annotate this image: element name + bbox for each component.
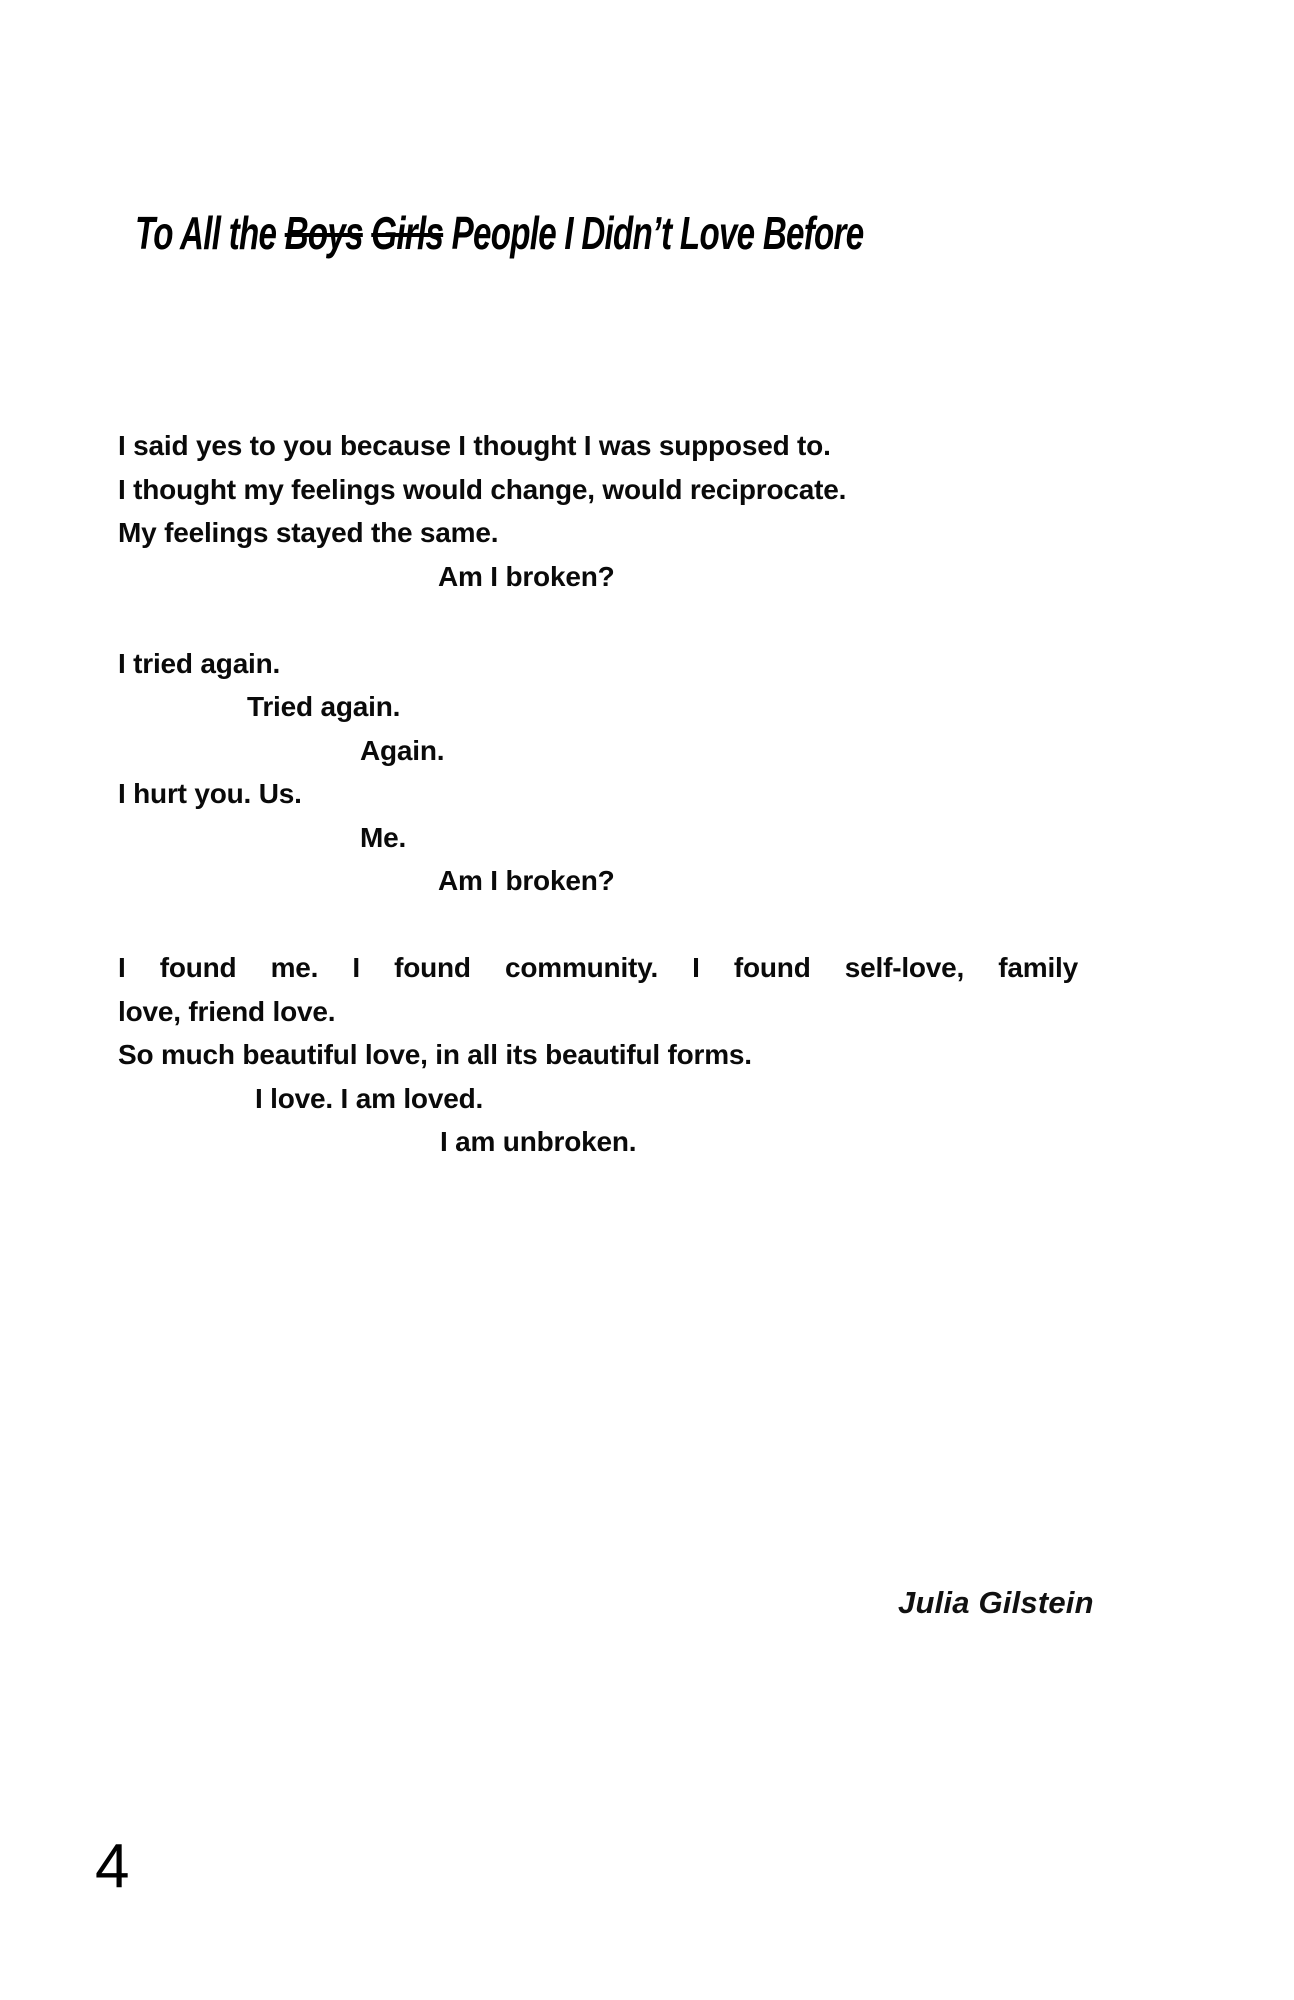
author-name: Julia Gilstein [898,1585,1094,1620]
poem-line: Again. [360,734,445,766]
poem-line: Am I broken? [438,560,615,592]
title-struck-word-girls: Girls [371,207,444,259]
poem [118,424,1078,1164]
title-text-end: People I Didn’t Love Before [443,207,864,259]
poem-line: I thought my feelings would change, would reciprocate. [118,473,847,505]
poem-blank-line [118,903,1078,947]
poem-line: love, friend love. [118,995,336,1027]
poem-line: So much beautiful love, in all its beautiful forms. [118,1039,752,1070]
poem-line: I am unbroken. [440,1126,637,1157]
poem-line: Am I broken? [438,865,615,896]
poem-line: I tried again. [118,647,281,679]
poem-line-justified: I found me. I found community. I found self-love, family [118,952,1078,983]
poem-line: I love. I am loved. [255,1082,484,1114]
poem-line: I hurt you. Us. [118,778,302,809]
title-struck-word-boys: Boys [284,207,363,259]
title-text-start: To All the [135,207,285,259]
poem-blank-line [118,598,1078,642]
page-number: 4 [95,1832,130,1901]
poem-line: Tried again. [247,691,401,722]
poem-line: My feelings stayed the same. [118,517,499,548]
poem-line: I said yes to you because I thought I was supposed to. [118,430,831,461]
title-separator [363,207,371,259]
poem-line: Me. [360,821,407,853]
page-title [135,207,864,259]
